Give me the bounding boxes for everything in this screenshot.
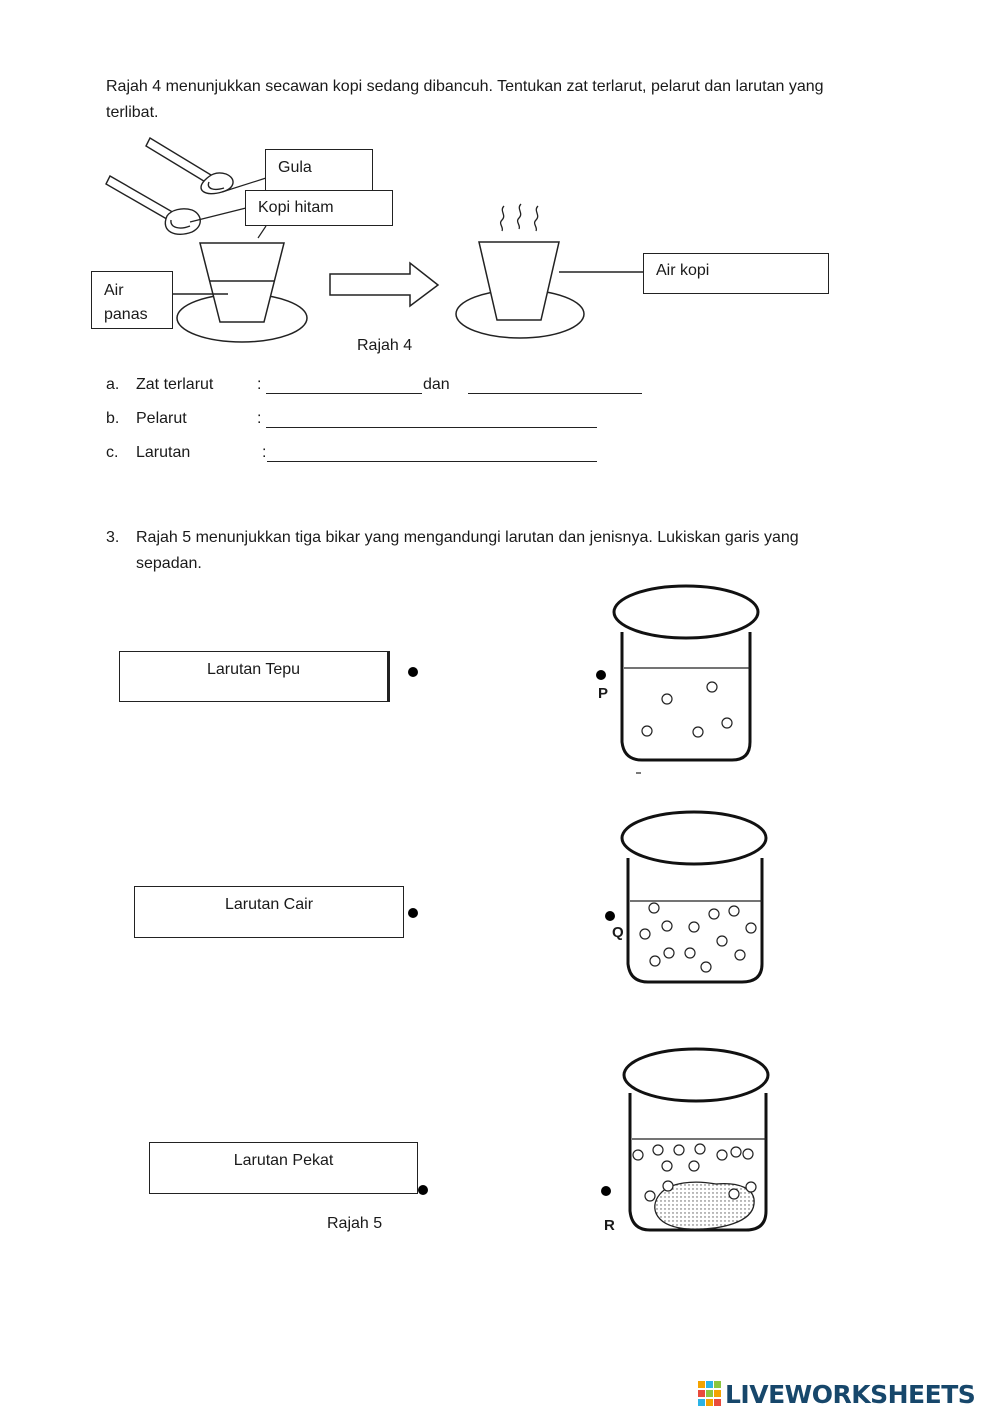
- brand-name: LIVEWORKSHEETS: [725, 1379, 976, 1409]
- box-larutan-cair-label: Larutan Cair: [224, 896, 314, 913]
- q-a-colon: :: [257, 376, 262, 393]
- label-air-kopi-text: Air kopi: [656, 262, 710, 279]
- q-a-label: Zat terlarut: [136, 376, 214, 393]
- label-gula-text: Gula: [278, 159, 312, 176]
- beaker-p-letter: P: [598, 685, 609, 702]
- q-a-joiner: dan: [423, 376, 450, 393]
- label-air-panas-line-1: Air: [104, 282, 124, 299]
- q-c-label: Larutan: [136, 444, 191, 461]
- intro-line-2: terlibat.: [106, 104, 159, 121]
- dot-beaker-r[interactable]: [601, 1186, 611, 1196]
- box-larutan-pekat-label: Larutan Pekat: [233, 1152, 334, 1169]
- figure-5-caption: Rajah 5: [327, 1215, 383, 1232]
- beaker-q-letter: Q: [612, 924, 624, 941]
- figure-4-caption: Rajah 4: [357, 337, 413, 354]
- liveworksheets-logo-icon: [698, 1381, 722, 1407]
- q-c-colon: :: [262, 444, 267, 461]
- label-kopi-hitam-text: Kopi hitam: [258, 199, 334, 216]
- q-b-colon: :: [257, 410, 262, 427]
- q3-number: 3.: [106, 529, 120, 546]
- liveworksheets-logo: [698, 1380, 975, 1408]
- q3-line-1: Rajah 5 menunjukkan tiga bikar yang mengandungi larutan dan jenisnya. Lukiskan garis yang: [136, 529, 799, 546]
- box-larutan-tepu-label: Larutan Tepu: [206, 661, 301, 678]
- q-b-label: Pelarut: [136, 410, 187, 427]
- label-air-panas-line-2: panas: [104, 306, 148, 323]
- intro-line-1: Rajah 4 menunjukkan secawan kopi sedang dibancuh. Tentukan zat terlarut, pelarut dan larutan yang: [106, 78, 824, 95]
- q-b-letter: b.: [106, 410, 120, 427]
- q3-line-2: sepadan.: [136, 555, 202, 572]
- q-a-letter: a.: [106, 376, 120, 393]
- q-c-letter: c.: [106, 444, 119, 461]
- beaker-r-letter: R: [604, 1217, 615, 1234]
